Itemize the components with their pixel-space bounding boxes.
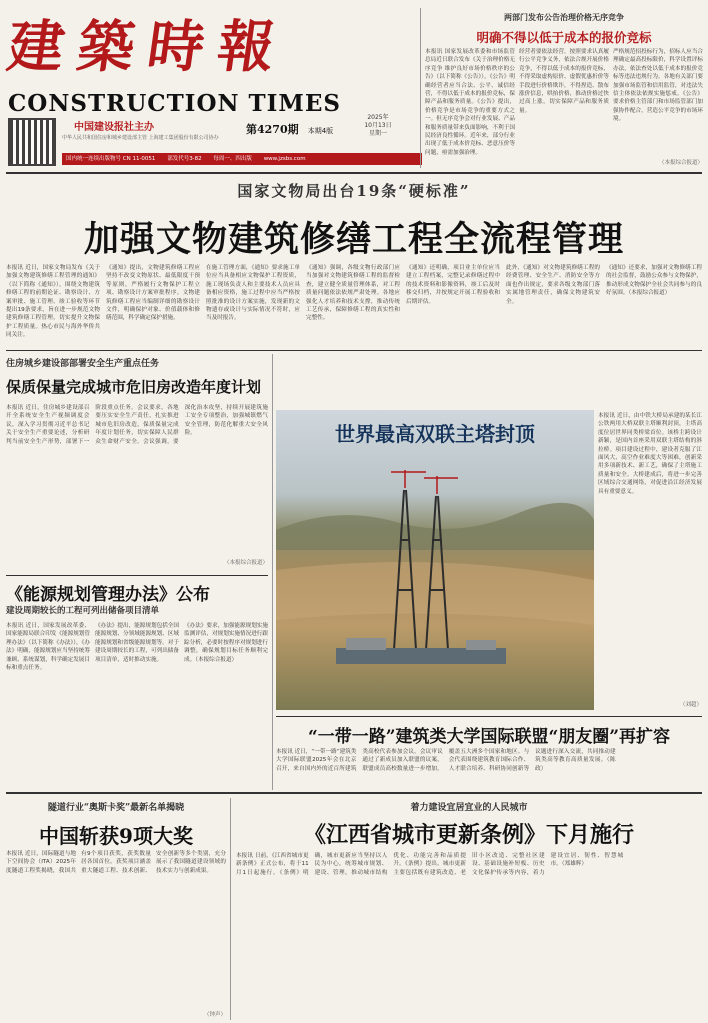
masthead-char-3: 時 <box>143 14 209 80</box>
masthead-char-2: 築 <box>73 14 139 80</box>
dept-line: 部发代号3-82 <box>167 156 202 162</box>
issn: 国内统一连续出版物号 CN 11-0051 <box>66 156 156 162</box>
bridge-photo <box>276 410 594 710</box>
masthead-issue-box <box>246 118 356 142</box>
bridge-body: 本报讯 近日，由中铁大桥局承建的某长江公铁两用大桥双联主塔顺利封顶，主塔高度位居世界同类桥梁首位。该桥主跨设计新颖，是国内首座采用双联主塔结构的斜拉桥。项目建设过程中，建设者克服了江面风大、高空作业难度大等困难，创新采用多项新技术、新工艺，确保了主塔施工质量和安全。大桥建成后，将进一步完善区域综合交通网络，对促进沿江经济发展具有重要意义。 <box>598 413 702 495</box>
page-count: 本期4版 <box>307 127 334 135</box>
lead-col-6: 此外，《通知》对文物建筑修缮工程的经费管理、安全生产、消防安全等方面也作出规定，要求各级文物部门落实属地管理责任，确保文物建筑安全。 <box>506 265 600 305</box>
bridge-illustration <box>276 410 594 710</box>
housing-story <box>6 354 268 572</box>
divider <box>6 172 702 174</box>
website[interactable]: www.jzsbs.com <box>263 156 306 162</box>
belt-headline: “一带一路”建筑类大学国际联盟“朋友圈”再扩容 <box>307 727 671 747</box>
lead-col-5: 《通知》还明确，项目业主单位应当建立工程档案，完整记录修缮过程中的技术资料和影像资料，竣工后及时移交归档，并按规定开展工程验收和后期评估。 <box>406 265 500 305</box>
housing-byline: （本报综合报道） <box>223 560 268 566</box>
jiangxi-headline: 《江西省城市更新条例》下月施行 <box>303 822 634 848</box>
tunnel-story <box>6 798 226 1020</box>
masthead-info-bar <box>62 153 422 165</box>
belt-body: 本报讯 近日，“一带一路”建筑类大学国际联盟2025年会在北京召开，来自国内外的近百所建筑类高校代表参加会议。会议审议通过了新成员加入联盟的议案，联盟成员高校数量进一步增加，覆盖五大洲多个国家和地区。与会代表围绕建筑教育国际合作、人才联合培养、科研协同创新等议题进行深入交流，共同推动建筑类高等教育高质量发展。（陈政） <box>276 749 616 772</box>
top-right-col-1: 本报讯 国家发展改革委和市场监管总局近日联合发布《关于治理价格无序竞争 维护良好市场价格秩序的公告》（以下简称《公告》），《公告》明确经营者应当合法、公平、诚信经营，不得以低于成本的报价竞标，保障产品和服务质量。《公告》提出，价格竞争是市场竞争的重要方式之一。但无序竞争会对行业发展、产品和服务质量带来负面影响，不利于国民经济良性循环。近年来，部分行业出现了低于成本价竞标、恶意压价等问题，亟需加强治理。 <box>425 49 515 156</box>
jiangxi-kicker: 着力建设宜居宜业的人民城市 <box>410 803 528 813</box>
energy-headline: 《能源规划管理办法》公布 <box>6 585 210 605</box>
housing-body: 本报讯 近日，住房城乡建设部召开全系统安全生产视频调度会议，深入学习贯彻习近平总书记关于安全生产重要论述，分析研判当前安全生产形势，部署下一阶段重点任务。会议要求，各地要压实安全生产责任，扎实推进城市危旧房改造，保质保量完成年度计划任务，切实保障人民群众生命财产安全。会议强调，要深化治本攻坚，持续开展建筑施工安全专项整治，加强城镇燃气安全管理，防范化解重大安全风险。 <box>6 405 268 445</box>
tunnel-body: 本报讯 近日，国际隧道与地下空间协会（ITA）2025年度隧道工程奖揭晓，我国共有9个项目获奖，获奖数量居各国首位。获奖项目涵盖重大隧道工程、技术创新、安全创新等多个类别，充分展示了我国隧道建设领域的技术实力与创新成果。 <box>6 851 226 874</box>
lead-col-7: 《通知》还要求，加强对文物修缮工程的社会监督，鼓励公众参与文物保护，推动形成文物保护全社会共同参与的良好氛围。（本报综合报道） <box>606 265 702 297</box>
divider <box>6 350 702 351</box>
energy-col-3: 《办法》要求，加强能源规划实施监测评估，对规划实施情况进行跟踪分析，必要时按程序对规划进行调整，确保规划目标任务顺利完成。（本报综合报道） <box>184 623 268 663</box>
lead-col-3: 在施工管理方面，《通知》要求施工单位应当具备相应文物保护工程资质，施工现场负责人和主要技术人员应具备相应资格，施工过程中应当严格按照批准的设计方案实施，发现新的文物遗存或设计与实际情况不符时，应当及时报告。 <box>206 265 300 322</box>
jiangxi-body: 本报讯 日前，《江西省城市更新条例》正式公布，将于11月1日起施行。《条例》明确，城市更新应当坚持以人民为中心，统筹城市规划、建设、管理，推动城市结构优化、功能完善和品质提升。《条例》提出，城市更新主要包括既有建筑改造、老旧小区改造、完整社区建设、基础设施补短板、历史文化保护传承等内容，着力建设宜居、韧性、智慧城市。（郑雄辉） <box>236 853 624 876</box>
photo-headline: 世界最高双联主塔封顶 <box>335 422 535 446</box>
masthead-qr <box>8 118 56 166</box>
lead-headline: 加强文物建筑修缮工程全流程管理 <box>83 219 624 260</box>
energy-subheadline: 建设周期较长的工程可列出储备项目清单 <box>6 606 160 616</box>
masthead-char-4: 報 <box>213 14 279 80</box>
lead-kicker: 国家文物局出台19条“硬标准” <box>237 182 471 200</box>
jiangxi-story <box>236 798 702 1020</box>
top-right-headline: 明确不得以低于成本的报价竞标 <box>476 30 652 45</box>
masthead-date: 2025年 10月13日 星期一 <box>364 114 392 137</box>
divider <box>230 798 231 1020</box>
bridge-story <box>598 412 702 712</box>
energy-story <box>6 578 268 788</box>
top-right-col-3: 严格规范招投标行为，招标人应当合理确定最高投标限价，科学设置评标办法，依法查处以低于成本的报价竞标等违法违规行为。各地有关部门要加强市场监管和信用监管，对违法失信主体依法依规实施惩戒。《公告》要求价格主管部门和市场监管部门加强协作配合，营造公平竞争的市场环境。 <box>613 49 703 123</box>
divider <box>6 792 702 794</box>
top-right-kicker: 两部门发布公告治理价格无序竞争 <box>504 12 624 22</box>
masthead-title <box>3 14 380 86</box>
lead-col-2: 《通知》提出，文物建筑修缮工程应坚持不改变文物原状、最低限度干预等原则，严格履行文物保护工程立项、勘察设计方案审批程序。文物建筑修缮工程应当编制详细的勘察设计文件，明确保护对象、价值载体和修缮范围，科学确定保护措施。 <box>106 265 200 322</box>
masthead-red-line: 中华人民共和国住房和城乡建设部主管 上海建工集团股份有限公司协办 <box>62 135 219 141</box>
masthead <box>3 8 421 168</box>
tunnel-kicker: 隧道行业“奥斯卡奖”最新名单揭晓 <box>47 803 185 813</box>
bridge-byline: （刘超） <box>679 702 702 708</box>
tunnel-headline: 中国斩获9项大奖 <box>39 824 193 848</box>
top-right-byline: （本报综合报道） <box>658 160 703 166</box>
energy-col-1: 本报讯 近日，国家发展改革委、国家能源局联合印发《能源规划管理办法》（以下简称《办法》），《办法》明确，能源规划应当坚持统筹兼顾、系统谋划，科学确定发展目标和重点任务。 <box>6 623 90 672</box>
masthead-english: CONSTRUCTION TIMES <box>8 90 341 117</box>
lead-col-1: 本报讯 近日，国家文物局发布《关于加强文物建筑修缮工程管理的通知》（以下简称《通知》），围绕文物建筑修缮工程的前期论证、勘察设计、方案审批、施工管理、竣工验收等环节提出19条要求，旨在进一步规范文物建筑修缮工程管理，切实提升文物保护工程质量。热心市民与海外华侨共同关注。 <box>6 265 100 339</box>
divider <box>276 716 702 717</box>
divider <box>420 8 421 168</box>
top-right-col-2: 经营者要依法经营，按照要求认真履行公平竞争义务，依法合规开展价格竞争，不得以低于成本的报价竞标，不得采取虚构原价、虚假优惠折价等手段进行价格欺诈，不得捏造、散布涨价信息，哄抬价格，推动价格过快过高上涨，切实保障产品和服务质量。 <box>519 49 609 114</box>
weekly-line: 每周一、四出版 <box>213 156 252 162</box>
divider <box>6 575 268 576</box>
housing-headline: 保质保量完成城市危旧房改造年度计划 <box>6 378 262 396</box>
energy-col-2: 《办法》提出，能源规划包括全国能源规划、分领域能源规划、区域能源规划和省级能源规划等。对于建设周期较长的工程，可列出储备项目清单，适时推动实施。 <box>95 623 179 663</box>
lead-col-4: 《通知》强调，各级文物行政部门应当加强对文物建筑修缮工程的监督检查，建立健全质量管理体系，对工程质量问题依法依规严肃处理。各地应强化人才培养和技术支撑，推动传统工艺传承，保障修缮工程的真实性和完整性。 <box>306 265 400 322</box>
housing-kicker: 住房城乡建设部部署安全生产重点任务 <box>6 359 160 369</box>
top-right-story <box>425 8 703 168</box>
masthead-publisher: 中国建设报社主办 <box>74 122 154 133</box>
divider <box>272 354 273 790</box>
masthead-char-1: 建 <box>3 14 69 80</box>
tunnel-byline: （钟声） <box>203 1012 226 1018</box>
issue-number: 第4270期 <box>246 123 299 136</box>
